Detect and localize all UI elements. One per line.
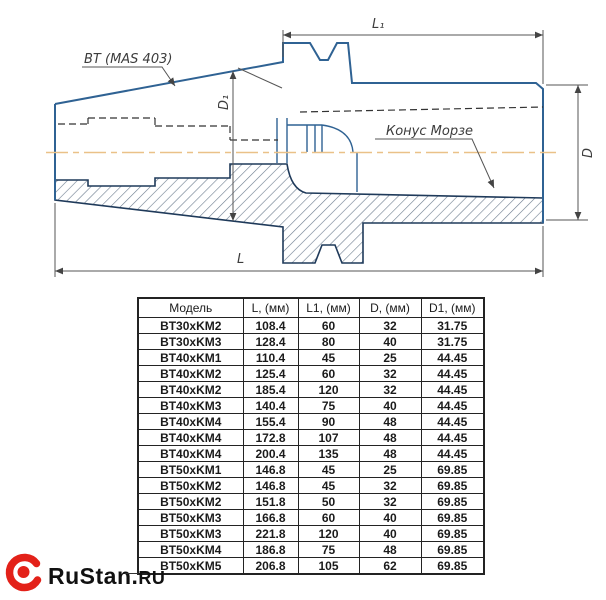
dim-L-label: L xyxy=(237,252,245,267)
table-row xyxy=(138,542,484,558)
table-cell: BT40xKM2 xyxy=(138,382,243,398)
callout-shank xyxy=(82,52,175,86)
table-row xyxy=(138,382,484,398)
table-cell: 69.85 xyxy=(421,462,484,478)
table-cell: 200.4 xyxy=(243,446,298,462)
table-cell: BT40xKM3 xyxy=(138,398,243,414)
table-cell: 146.8 xyxy=(243,462,298,478)
table-cell: BT50xKM3 xyxy=(138,510,243,526)
table-cell: 44.45 xyxy=(421,446,484,462)
callout-morse xyxy=(375,124,494,188)
table-row xyxy=(138,334,484,350)
table-cell: 75 xyxy=(298,398,359,414)
table-cell: 120 xyxy=(298,526,359,542)
table-cell: 48 xyxy=(359,414,421,430)
table-row xyxy=(138,398,484,414)
table-cell: 48 xyxy=(359,430,421,446)
table-cell: BT40xKM4 xyxy=(138,446,243,462)
table-cell: 186.8 xyxy=(243,542,298,558)
table-cell: 31.75 xyxy=(421,334,484,350)
table-cell: 135 xyxy=(298,446,359,462)
table-cell: 44.45 xyxy=(421,382,484,398)
column-header: L1, (мм) xyxy=(298,298,359,318)
table-cell: 69.85 xyxy=(421,526,484,542)
table-row xyxy=(138,318,484,334)
table-cell: 172.8 xyxy=(243,430,298,446)
table-cell: 120 xyxy=(298,382,359,398)
table-cell: 80 xyxy=(298,334,359,350)
table-cell: 107 xyxy=(298,430,359,446)
table-cell: BT50xKM5 xyxy=(138,558,243,575)
table-cell: 146.8 xyxy=(243,478,298,494)
table-cell: 125.4 xyxy=(243,366,298,382)
table-row xyxy=(138,414,484,430)
table-cell: 110.4 xyxy=(243,350,298,366)
header-row xyxy=(138,298,484,318)
table-cell: 60 xyxy=(298,510,359,526)
column-header: D, (мм) xyxy=(359,298,421,318)
table-cell: 44.45 xyxy=(421,366,484,382)
table-cell: 48 xyxy=(359,446,421,462)
dim-D1-label: D₁ xyxy=(217,94,232,110)
table-cell: BT50xKM3 xyxy=(138,526,243,542)
table-cell: 40 xyxy=(359,398,421,414)
spec-table-body xyxy=(138,318,484,575)
table-cell: 32 xyxy=(359,318,421,334)
table-cell: 44.45 xyxy=(421,398,484,414)
table-cell: 44.45 xyxy=(421,430,484,446)
table-cell: 90 xyxy=(298,414,359,430)
table-row xyxy=(138,478,484,494)
rustan-logo[interactable] xyxy=(3,549,165,595)
table-cell: 221.8 xyxy=(243,526,298,542)
table-row xyxy=(138,430,484,446)
table-cell: 48 xyxy=(359,542,421,558)
table-cell: 45 xyxy=(298,478,359,494)
section-hatch xyxy=(55,164,543,263)
table-cell: BT50xKM2 xyxy=(138,478,243,494)
table-cell: BT30xKM2 xyxy=(138,318,243,334)
table-cell: 108.4 xyxy=(243,318,298,334)
table-row xyxy=(138,462,484,478)
table-cell: 140.4 xyxy=(243,398,298,414)
table-cell: 25 xyxy=(359,462,421,478)
table-cell: BT40xKM4 xyxy=(138,414,243,430)
table-cell: 69.85 xyxy=(421,558,484,575)
table-cell: 60 xyxy=(298,366,359,382)
table-cell: 60 xyxy=(298,318,359,334)
table-row xyxy=(138,350,484,366)
column-header: Модель xyxy=(138,298,243,318)
table-cell: 185.4 xyxy=(243,382,298,398)
table-cell: BT40xKM2 xyxy=(138,366,243,382)
table-cell: BT50xKM1 xyxy=(138,462,243,478)
table-cell: 32 xyxy=(359,366,421,382)
table-cell: 128.4 xyxy=(243,334,298,350)
table-row xyxy=(138,366,484,382)
callout-morse-label: Конус Морзе xyxy=(386,124,473,139)
spec-table-head xyxy=(138,298,484,318)
table-cell: 69.85 xyxy=(421,542,484,558)
dim-L1 xyxy=(283,30,543,84)
table-cell: 40 xyxy=(359,334,421,350)
logo-brand-tld: RU xyxy=(138,567,166,588)
dim-D-label: D xyxy=(581,147,596,158)
table-cell: 44.45 xyxy=(421,414,484,430)
logo-brand-main: RuStan. xyxy=(48,562,139,589)
table-cell: 25 xyxy=(359,350,421,366)
tool-holder-drawing xyxy=(0,0,606,296)
table-row xyxy=(138,526,484,542)
table-cell: 69.85 xyxy=(421,494,484,510)
table-cell: 50 xyxy=(298,494,359,510)
table-cell: 75 xyxy=(298,542,359,558)
table-cell: BT40xKM1 xyxy=(138,350,243,366)
table-row xyxy=(138,446,484,462)
column-header: D1, (мм) xyxy=(421,298,484,318)
table-row xyxy=(138,494,484,510)
table-cell: 69.85 xyxy=(421,510,484,526)
table-cell: 151.8 xyxy=(243,494,298,510)
table-cell: 105 xyxy=(298,558,359,575)
table-row xyxy=(138,510,484,526)
table-cell: 155.4 xyxy=(243,414,298,430)
table-cell: 40 xyxy=(359,526,421,542)
table-cell: 206.8 xyxy=(243,558,298,575)
rustan-logo-icon xyxy=(3,549,45,595)
rustan-logo-text xyxy=(48,557,165,588)
logo-table-connector xyxy=(125,573,138,574)
table-cell: BT50xKM4 xyxy=(138,542,243,558)
table-cell: 45 xyxy=(298,462,359,478)
column-header: L, (мм) xyxy=(243,298,298,318)
table-cell: BT30xKM3 xyxy=(138,334,243,350)
table-cell: 31.75 xyxy=(421,318,484,334)
table-cell: 45 xyxy=(298,350,359,366)
callout-shank-label: BT (MAS 403) xyxy=(84,52,173,67)
table-cell: 69.85 xyxy=(421,478,484,494)
dim-L1-label: L₁ xyxy=(372,17,385,32)
table-cell: BT40xKM4 xyxy=(138,430,243,446)
table-row xyxy=(138,558,484,575)
table-cell: 32 xyxy=(359,478,421,494)
table-cell: 32 xyxy=(359,382,421,398)
table-cell: 40 xyxy=(359,510,421,526)
table-cell: BT50xKM2 xyxy=(138,494,243,510)
spec-table xyxy=(137,297,485,575)
table-cell: 32 xyxy=(359,494,421,510)
table-cell: 44.45 xyxy=(421,350,484,366)
table-cell: 166.8 xyxy=(243,510,298,526)
table-cell: 62 xyxy=(359,558,421,575)
